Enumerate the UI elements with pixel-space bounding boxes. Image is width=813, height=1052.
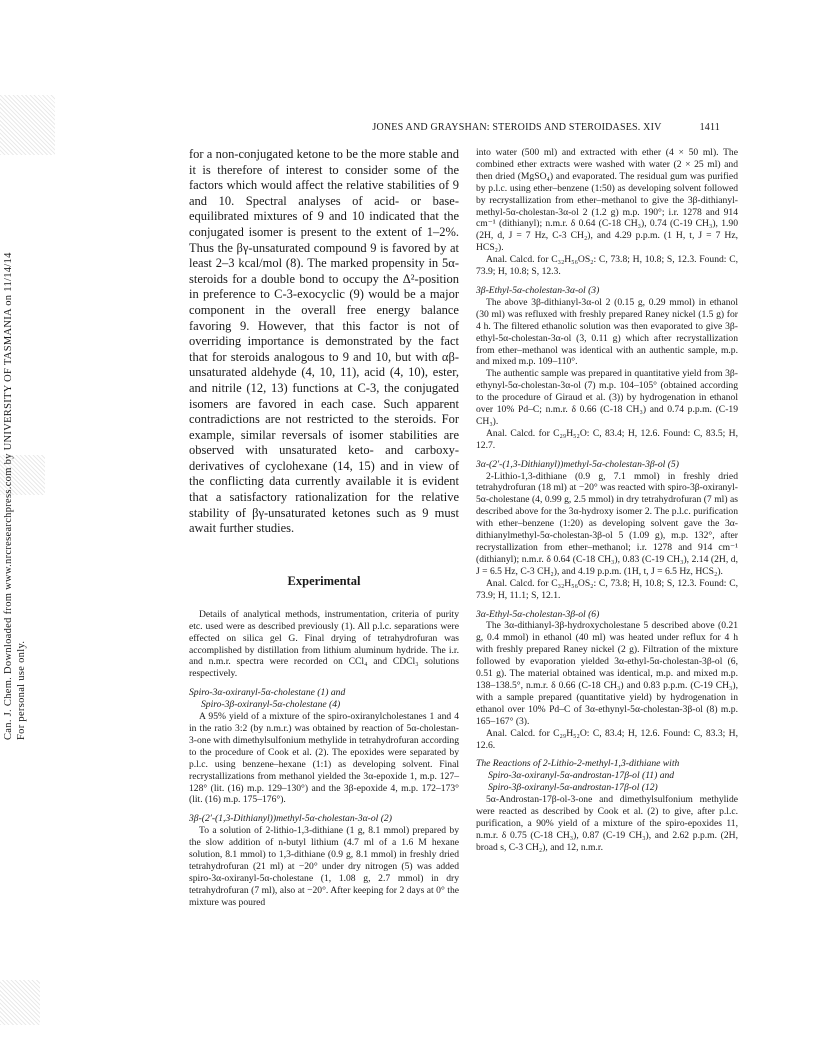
watermark-line-1: Can. J. Chem. Downloaded from www.nrcresearchpress.com by UNIVERSITY OF TASMANIA on 11/14/14 xyxy=(3,252,14,740)
subheading-dithianyl-3a-ol: 3β-(2′-(1,3-Dithianyl))methyl-5α-cholestan-3α-ol (2) xyxy=(189,813,392,825)
section-heading: Experimental xyxy=(287,573,361,588)
paragraph-spiro-oxiranyl: A 95% yield of a mixture of the spiro-oxiranylcholestanes 1 and 4 in the ratio 3:2 (by n.m.r.) was obtained by reaction of 5α-cholestan-3-one with dimethylsulfonium methylide in tetrahydrofuran according to the procedure of Cook et al. (2). The epoxides were separated by p.l.c. using benzene–hexane (1:1) as developing solvent. Final recrystallizations from methanol yielded the 3α-epoxide 1, m.p. 127–128° (lit. (16) m.p. 129–130°) and the 3β-epoxide 4, m.p. 172–173° (lit. (16) m.p. 175–176°). xyxy=(189,711,459,806)
discussion-text xyxy=(189,147,459,537)
paragraph-lithio-methyl-dithiane: 5α-Androstan-17β-ol-3-one and dimethylsulfonium methylide were reacted as described by Cook et al. (2) to give, after p.l.c. purification, a 90% yield of a mixture of the spiro-epoxides 11, n.m.r. δ 0.75 (C-18 CH₃), 0.87 (C-19 CH₃), and 2.62 p.p.m. (2H, broad s, C-3 CH₂), and 12, n.m.r. xyxy=(476,794,738,853)
subheading-ethyl-3a-ol: 3β-Ethyl-5α-cholestan-3α-ol (3) xyxy=(476,284,600,296)
left-column xyxy=(189,147,459,909)
paragraph-ethyl-3a-ol: The above 3β-dithianyl-3α-ol 2 (0.15 g, 0.29 mmol) in ethanol (30 ml) was refluxed with freshly prepared Raney nickel (1.5 g) for 4 h. The filtered ethanolic solution was then evaporated to give 3β-ethyl-5α-cholestan-3α-ol (3, 0.11 g) which after recrystallization from ether–methanol was identical with an authentic sample, m.p. and mixed m.p. 109–110°. xyxy=(476,296,738,368)
download-watermark xyxy=(2,160,42,740)
right-column xyxy=(476,147,738,854)
watermark-line-2: For personal use only. xyxy=(16,640,27,740)
running-header xyxy=(190,122,720,133)
subheading-ethyl-3b-ol: 3α-Ethyl-5α-cholestan-3β-ol (6) xyxy=(476,608,600,620)
paragraph-dithianyl-3a-ol: To a solution of 2-lithio-1,3-dithiane (1 g, 8.1 mmol) prepared by the slow addition of n-butyl lithium (4.7 ml of a 1.6 M hexane solution, 8.1 mmol) to 1,3-dithiane (0.9 g, 8.1 mmol) in freshly dried tetrahydrofuran (21 ml) at −20° under dry nitrogen (5) was added spiro-3α-oxiranyl-5α-cholestane (1, 1.08 g, 2.7 mmol) in dry tetrahydrofuran (7 ml), also at −20°. After keeping for 2 days at 0° the mixture was poured xyxy=(189,825,459,908)
paragraph-analysis-4: Anal. Calcd. for C₂₉H₅₂O: C, 83.4; H, 12.6. Found: C, 83.3; H, 12.6. xyxy=(476,727,738,751)
subheading-spiro-oxiranyl: Spiro-3α-oxiranyl-5α-cholestane (1) and Spiro-3β-oxiranyl-5α-cholestane (4) xyxy=(189,687,346,711)
paragraph-methods: Details of analytical methods, instrumentation, criteria of purity etc. used were as described previously (1). All p.l.c. separations were effected on silica gel G. Final drying of tetrahydrofuran was accomplished by distillation from lithium aluminum hydride. The i.r. and n.m.r. spectra were recorded on CCl₄ and CDCl₃ solutions respectively. xyxy=(189,608,459,680)
subheading-lithio-methyl-dithiane: The Reactions of 2-Lithio-2-methyl-1,3-dithiane with Spiro-3α-oxiranyl-5α-androstan-17β-ol (11) and Spiro-3β-oxiranyl-5α-androstan-17β-ol (12) xyxy=(476,758,680,794)
paragraph-analysis-2: Anal. Calcd. for C₂₉H₅₂O: C, 83.4; H, 12.6. Found: C, 83.5; H, 12.7. xyxy=(476,427,738,451)
paragraph-dithianyl-3b-ol: 2-Lithio-1,3-dithiane (0.9 g, 7.1 mmol) in freshly dried tetrahydrofuran (18 ml) at −20° was reacted with spiro-3β-oxiranyl-5α-cholestane (4, 0.99 g, 2.5 mmol) in dry tetrahydrofuran (7 ml) as described above for the 3α-hydroxy isomer 2. The p.l.c. purification with ether–benzene (1:20) as developing solvent gave the 3α-dithianylmethyl-5α-cholestan-3β-ol 5 (1.09 g), m.p. 132°, after recrystallization from ether–methanol; i.r. 1278 and 914 cm⁻¹ (dithianyl); n.m.r. δ 0.64 (C-18 CH₃), 0.83 (C-19 CH₃), 2.14 (2H, d, J = 6.5 Hz, C-3 CH₂), and 4.19 p.p.m. (1H, t, J = 6.5 Hz, HCS₂). xyxy=(476,470,738,577)
paragraph-continued: into water (500 ml) and extracted with ether (4 × 50 ml). The combined ether extracts were washed with water (2 × 25 ml) and then dried (MgSO₄) and evaporated. The residual gum was purified by p.l.c. using ether–benzene (1:50) as developing solvent followed by recrystallization from ether–methanol to give the 3β-dithianyl-methyl-5α-cholestan-3α-ol 2 (1.2 g) m.p. 190°; i.r. 1278 and 914 cm⁻¹ (dithianyl); n.m.r. δ 0.64 (C-18 CH₃), 0.74 (C-19 CH₃), 1.90 (2H, d, J = 7 Hz, C-3 CH₂), and 4.29 p.p.m. (1 H, t, J = 7 Hz, HCS₂). xyxy=(476,147,738,254)
paragraph-ethyl-3b-ol: The 3α-dithianyl-3β-hydroxycholestane 5 described above (0.21 g, 0.4 mmol) in ethanol (40 ml) was heated under reflux for 4 h with freshly prepared Raney nickel (2 g). Filtration of the mixture followed by evaporation yielded 3α-ethyl-5α-cholestan-3β-ol (6, 0.51 g). The material obtained was identical, m.p. and mixed m.p. 138–138.5°, n.m.r. δ 0.66 (C-18 CH₃) and 0.83 p.p.m. (C-19 CH₃), with a sample prepared (quantitative yield) by hydrogenation in ethanol over 10% Pd–C of 3α-ethynyl-5α-cholestan-3β-ol (8) m.p. 165–167° (3). xyxy=(476,620,738,727)
paragraph-authentic-sample: The authentic sample was prepared in quantitative yield from 3β-ethynyl-5α-cholestan-3α-ol (7) m.p. 104–105° (obtained according to the procedure of Giraud et al. (3)) by hydrogenation in ethanol over 10% Pd–C; n.m.r. δ 0.66 (C-18 CH₃) and 0.74 p.p.m. (C-19 CH₃). xyxy=(476,368,738,427)
scan-artifact xyxy=(0,95,55,155)
discussion-paragraph: for a non-conjugated ketone to be the more stable and it is therefore of interest to consider some of the factors which would affect the relative stabilities of 9 and 10. Spectral analyses of acid- or base-equilibrated mixtures of 9 and 10 indicated that the conjugated isomer is present to the extent of 1–2%. Thus the βγ-unsaturated compound 9 is favored by at least 2–3 kcal/mol (8). The marked propensity in 5α-steroids for a double bond to occupy the Δ²-position in preference to C-3-exocyclic (9) would be a major component in the overall free energy balance favoring 9. However, that this factor is not of overriding importance is demonstrated by the fact that for steroids analogous to 9 and 10, but with αβ-unsaturated aldehyde (4, 10, 11), acid (4, 10), ester, and nitrile (12, 13) functions at C-3, the conjugated isomers are favored in each case. Such apparent contradictions are not restricted to the steroids. For example, similar reversals of isomer stabilities are observed with unsaturated keto- and carboxy-derivatives of cyclohexane (14, 15) and in view of the conflicting data currently available it is evident that a satisfactory rationalization for the relative stability of βγ-unsaturated ketones such as 9 must await further studies. xyxy=(189,147,459,536)
paragraph-analysis-3: Anal. Calcd. for C₃₂H₅₆OS₂: C, 73.8; H, 10.8; S, 12.3. Found: C, 73.9; H, 11.1; S, 12.1. xyxy=(476,577,738,601)
scan-artifact xyxy=(0,980,40,1025)
page-number: 1411 xyxy=(699,122,720,133)
paragraph-analysis-1: Anal. Calcd. for C₃₂H₅₆OS₂: C, 73.8; H, 10.8; S, 12.3. Found: C, 73.9; H, 10.8; S, 12.3. xyxy=(476,254,738,278)
subheading-dithianyl-3b-ol: 3α-(2′-(1,3-Dithianyl))methyl-5α-cholestan-3β-ol (5) xyxy=(476,458,679,470)
running-title: JONES AND GRAYSHAN: STEROIDS AND STEROIDASES. XIV xyxy=(372,122,662,133)
